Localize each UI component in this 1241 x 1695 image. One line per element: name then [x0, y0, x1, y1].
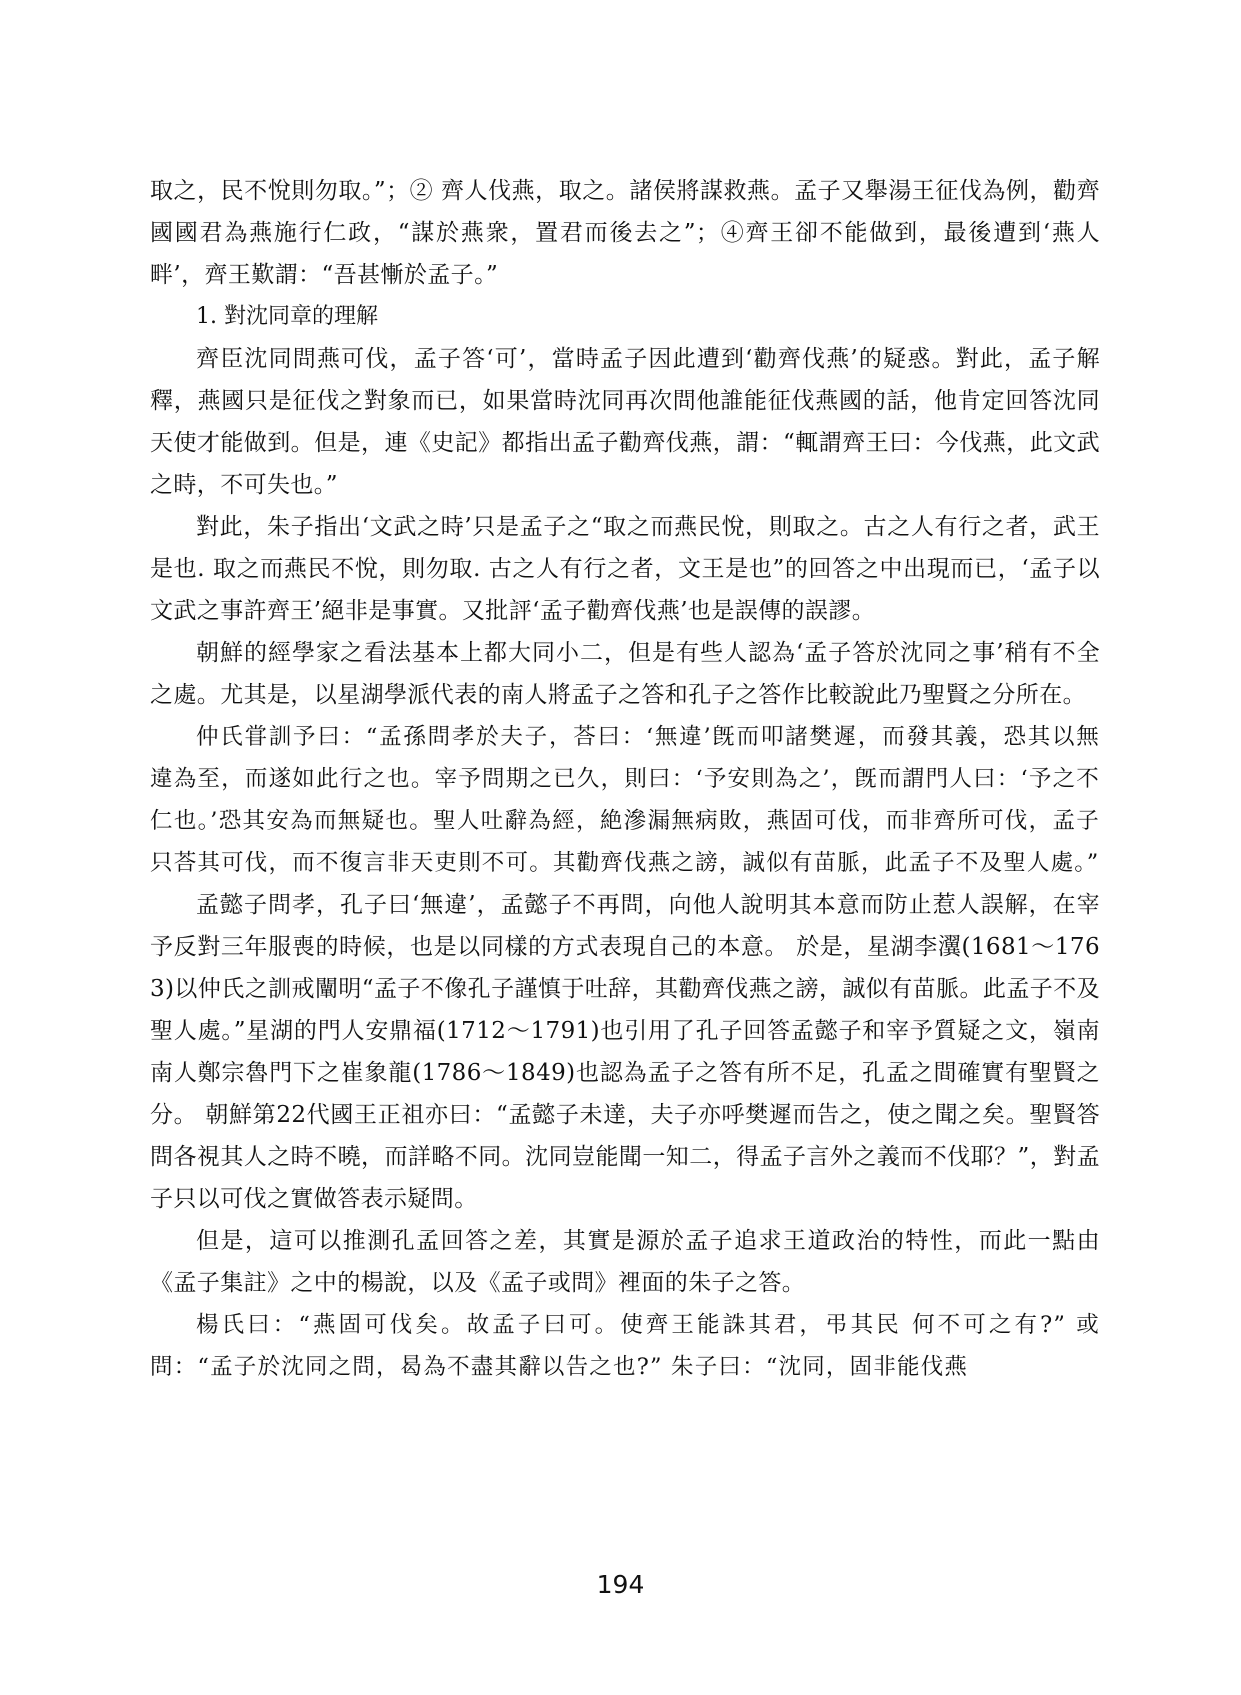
- paragraph-continuation: 取之，民不悅則勿取。”；② 齊人伐燕，取之。諸侯將謀救燕。孟子又舉湯王征伐為例，勸齊國國君為燕施行仁政，“謀於燕衆，置君而後去之”；④齊王卻不能做到，最後遭到‘燕人畔’，齊王歎謂：“吾甚慚於孟子。”: [150, 178, 1100, 288]
- paragraph-kong-meng-difference: 但是，這可以推測孔孟回答之差，其實是源於孟子追求王道政治的特性，而此一點由《孟子集註》之中的楊說，以及《孟子或問》裡面的朱子之答。: [150, 1228, 1100, 1296]
- paragraph-zhuzi: 對此，朱子指出‘文武之時’只是孟子之“取之而燕民悅，則取之。古之人有行之者，武王是也. 取之而燕民不悅，則勿取. 古之人有行之者，文王是也”的回答之中出現而已，‘孟子以文武之事許齊王’絕非是事實。又批評‘孟子勸齊伐燕’也是誤傳的誤謬。: [150, 514, 1100, 624]
- paragraph-shen-tong: 齊臣沈同問燕可伐，孟子答‘可’，當時孟子因此遭到‘勸齊伐燕’的疑惑。對此，孟子解釋，燕國只是征伐之對象而已，如果當時沈同再次問他誰能征伐燕國的話，他肯定回答沈同天使才能做到。但是，連《史記》都指出孟子勸齊伐燕，謂：“輒謂齊王曰：今伐燕，此文武之時，不可失也。”: [150, 346, 1100, 498]
- page-number: 194: [596, 1570, 645, 1599]
- quotation-yang-shi: 楊氏曰：“燕固可伐矣。故孟子曰可。使齊王能誅其君，弔其民 何不可之有?” 或問：“孟子於沈同之問，曷為不盡其辭以告之也?” 朱子曰：“沈同，固非能伐燕: [150, 1312, 1100, 1380]
- body-text: [150, 170, 1100, 1388]
- quotation-zhongshi: 仲氏甞訓予曰：“孟孫問孝於夫子，荅曰：‘無違’旣而叩諸樊遲，而發其義，恐其以無違為至，而遂如此行之也。宰予問期之已久，則曰：‘予安則為之’，旣而謂門人曰：‘予之不仁也。’恐其安為而無疑也。聖人吐辭為經，絶滲漏無病敗，燕固可伐，而非齊所可伐，孟子只荅其可伐，而不復言非天吏則不可。其勸齊伐燕之謗，誠似有苗脈，此孟子不及聖人處。”: [150, 724, 1100, 876]
- paragraph-joseon-scholars: 朝鮮的經學家之看法基本上都大同小二，但是有些人認為‘孟子答於沈同之事’稍有不全之處。尤其是，以星湖學派代表的南人將孟子之答和孔子之答作比較說此乃聖賢之分所在。: [150, 640, 1100, 708]
- section-heading: 1. 對沈同章的理解: [196, 304, 378, 329]
- paragraph-meng-yizi: 孟懿子問孝，孔子曰‘無違’，孟懿子不再問，向他人說明其本意而防止惹人誤解，在宰予反對三年服喪的時候，也是以同樣的方式表現自己的本意。 於是，星湖李瀷(1681～1763)以仲氏之訓戒闡明“孟子不像孔子謹慎于吐辞，其勸齊伐燕之謗，誠似有苗脈。此孟子不及聖人處。”星湖的門人安鼎福(1712～1791)也引用了孔子回答孟懿子和宰予質疑之文，嶺南南人鄭宗魯門下之崔象龍(1786～1849)也認為孟子之答有所不足，孔孟之間確實有聖賢之分。 朝鮮第22代國王正祖亦曰：“孟懿子未達，夫子亦呼樊遲而告之，使之聞之矣。聖賢答問各視其人之時不曉，而詳略不同。沈同豈能聞一知二，得孟子言外之義而不伐耶？”，對孟子只以可伐之實做答表示疑問。: [150, 892, 1100, 1212]
